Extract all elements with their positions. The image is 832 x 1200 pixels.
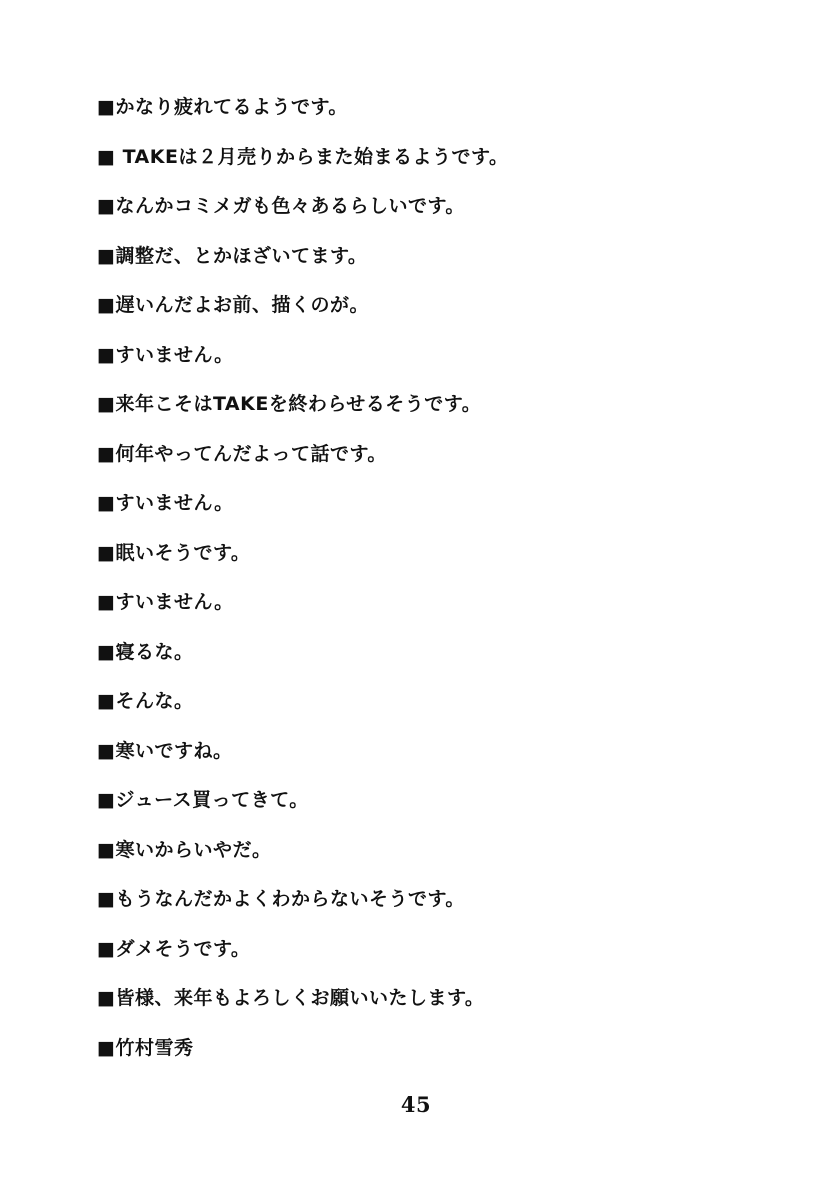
text-line: ■かなり疲れてるようです。 [97, 96, 348, 118]
text-line: ■すいません。 [97, 492, 234, 514]
text-line: ■何年やってんだよって話です。 [97, 442, 387, 465]
text-line: ■ TAKEは２月売りからまた始まるようです。 [97, 145, 509, 168]
text-line: ■寒いからいやだ。 [97, 838, 272, 861]
text-line: ■もうなんだかよくわからないそうです。 [97, 888, 465, 910]
text-line: ■なんかコミメガも色々あるらしいです。 [97, 195, 465, 217]
text-line: ■寒いですね。 [97, 739, 233, 762]
text-line: ■ダメそうです。 [97, 937, 251, 960]
page-number: 45 [400, 1092, 432, 1117]
text-line: ■寝るな。 [97, 640, 194, 663]
text-line: ■眠いそうです。 [97, 541, 251, 564]
text-lines [97, 92, 777, 1082]
text-line: ■そんな。 [97, 690, 194, 712]
text-line: ■遅いんだよお前、描くのが。 [97, 294, 369, 316]
text-line: ■すいません。 [97, 343, 234, 366]
text-line: ■皆様、来年もよろしくお願いいたします。 [97, 987, 485, 1009]
text-line: ■すいません。 [97, 591, 234, 613]
text-line: ■竹村雪秀 [97, 1036, 194, 1059]
text-line: ■来年こそはTAKEを終わらせるそうです。 [97, 393, 482, 415]
text-line: ■ジュース買ってきて。 [97, 789, 309, 811]
text-line: ■調整だ、とかほざいてます。 [97, 244, 368, 267]
